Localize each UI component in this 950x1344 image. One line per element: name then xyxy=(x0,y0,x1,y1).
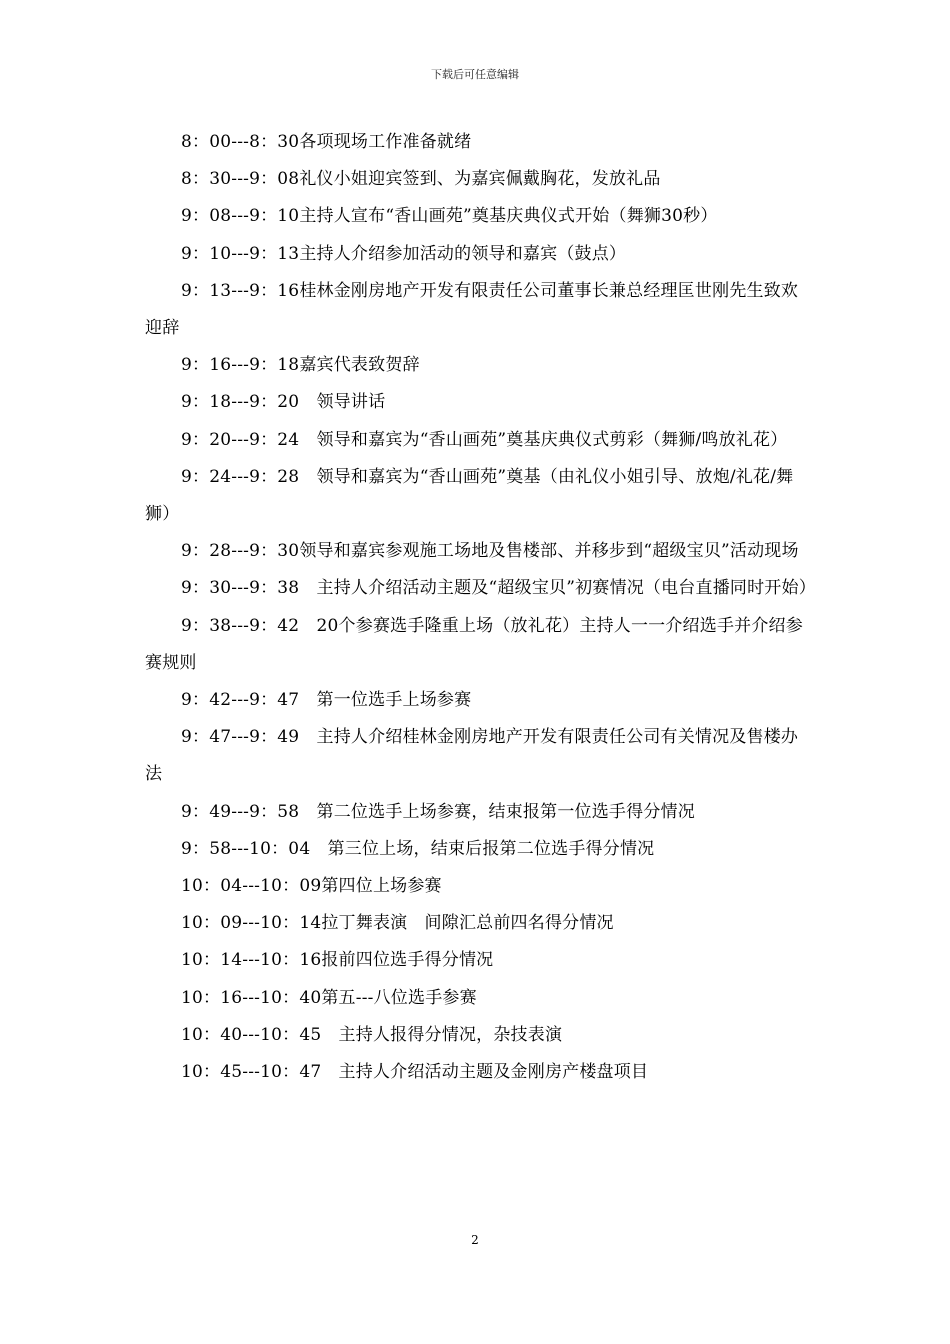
schedule-item: 10：40---10：45 主持人报得分情况，杂技表演 xyxy=(181,1024,563,1045)
schedule-item: 10：14---10：16报前四位选手得分情况 xyxy=(181,950,494,971)
schedule-item: 9：47---9：49 主持人介绍桂林金刚房地产开发有限责任公司有关情况及售楼办法 xyxy=(145,727,799,785)
schedule-item: 9：49---9：58 第二位选手上场参赛，结束报第一位选手得分情况 xyxy=(181,801,695,822)
schedule-item: 9：58---10：04 第三位上场，结束后报第二位选手得分情况 xyxy=(181,838,655,859)
schedule-item: 9：10---9：13主持人介绍参加活动的领导和嘉宾（鼓点） xyxy=(181,243,627,264)
schedule-item: 9：42---9：47 第一位选手上场参赛 xyxy=(181,690,472,711)
schedule-body xyxy=(145,124,816,1091)
schedule-item: 10：09---10：14拉丁舞表演 间隙汇总前四名得分情况 xyxy=(181,913,614,934)
schedule-item: 8：30---9：08礼仪小姐迎宾签到、为嘉宾佩戴胸花，发放礼品 xyxy=(181,169,661,190)
schedule-item: 9：16---9：18嘉宾代表致贺辞 xyxy=(181,355,420,376)
schedule-item: 8：00---8：30各项现场工作准备就绪 xyxy=(181,132,472,152)
schedule-item: 9：08---9：10主持人宣布“香山画苑”奠基庆典仪式开始（舞狮30秒） xyxy=(181,206,718,227)
schedule-item: 9：30---9：38 主持人介绍活动主题及“超级宝贝”初赛情况（电台直播同时开始） xyxy=(181,578,816,599)
page-header: 下载后可任意编辑 xyxy=(431,68,519,81)
schedule-item: 10：45---10：47 主持人介绍活动主题及金刚房产楼盘项目 xyxy=(181,1062,649,1083)
schedule-item: 10：16---10：40第五---八位选手参赛 xyxy=(181,987,477,1008)
schedule-item: 9：18---9：20 领导讲话 xyxy=(181,392,386,413)
schedule-item: 9：38---9：42 20个参赛选手隆重上场（放礼花）主持人一一介绍选手并介绍参赛规则 xyxy=(145,615,803,673)
schedule-item: 10：04---10：09第四位上场参赛 xyxy=(181,876,442,897)
schedule-item: 9：28---9：30领导和嘉宾参观施工场地及售楼部、并移步到“超级宝贝”活动现场 xyxy=(181,541,799,562)
schedule-item: 9：24---9：28 领导和嘉宾为“香山画苑”奠基（由礼仪小姐引导、放炮/礼花/舞狮） xyxy=(145,466,794,525)
schedule-item: 9：20---9：24 领导和嘉宾为“香山画苑”奠基庆典仪式剪彩（舞狮/鸣放礼花） xyxy=(181,429,788,450)
page-number: 2 xyxy=(471,1233,479,1247)
schedule-item: 9：13---9：16桂林金刚房地产开发有限责任公司董事长兼总经理匡世刚先生致欢迎辞 xyxy=(145,280,799,339)
